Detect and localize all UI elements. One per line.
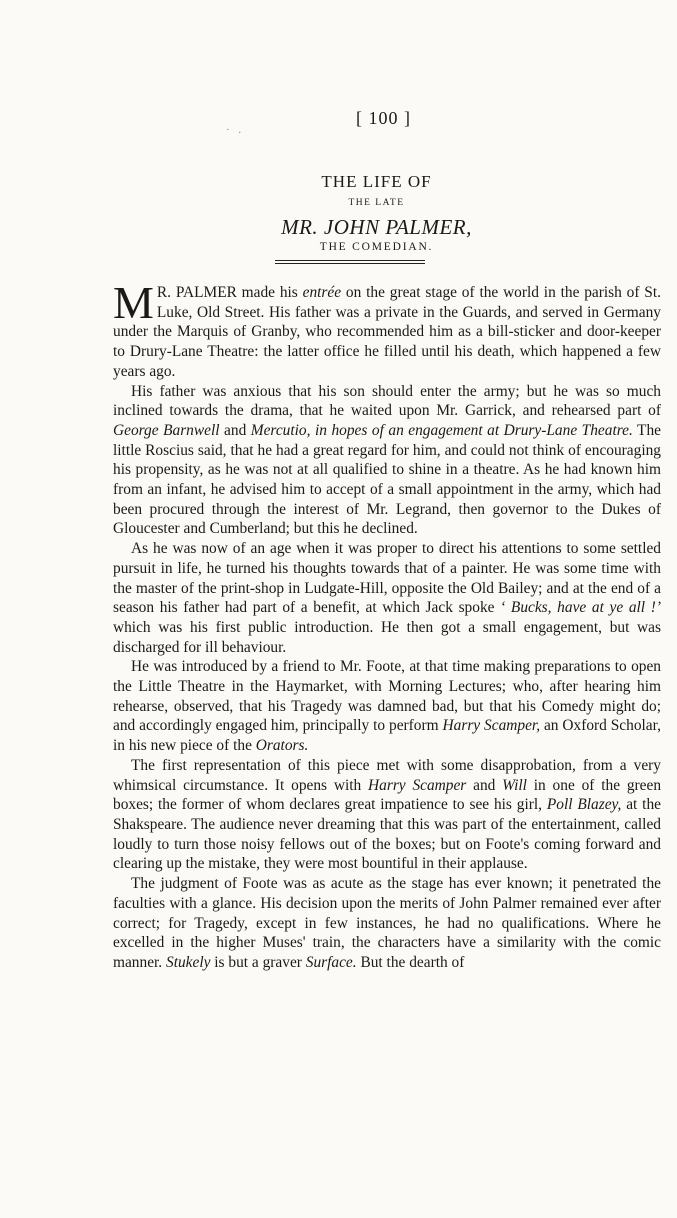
page-number: [ 100 ]: [356, 108, 411, 128]
title-name: MR. JOHN PALMER,: [281, 215, 472, 239]
title-role: THE COMEDIAN.: [319, 241, 434, 253]
paragraph-1: M R. PALMER made his entrée on the great stage of the world in the parish of St. Luke, Old Street. His father was a private in the Guards, and served in Germany under the Marquis of Granby, who recommended him as a bill-sticker and door-keeper to Drury-Lane Theatre: the latter office he filled until his death, which happened a few years ago.: [113, 277, 661, 380]
drop-cap: M: [113, 277, 154, 328]
title-rule-bottom: [275, 263, 425, 264]
title-line-2: THE LATE: [348, 198, 405, 208]
paragraph-4: He was introduced by a friend to Mr. Foote, at that time making preparations to open the Little Theatre in the Haymarket, with Morning Lectures; who, after hearing him rehearse, observed, that his Tragedy was damned bad, but that his Comedy might do; and accordingly engaged him, principally to perform Harry Scamper, an Oxford Scholar, in his new piece of the Orators.: [113, 658, 661, 755]
title-line-1: THE LIFE OF: [321, 172, 432, 191]
title-rule-top: [275, 260, 425, 261]
paragraph-3: As he was now of an age when it was proper to direct his attentions to some settled pursuit in life, he turned his thoughts towards that of a painter. He was some time with the master of the print-shop in Ludgate-Hill, opposite the Old Bailey; and at the end of a season his father had part of a benefit, at which Jack spoke ‘ Bucks, have at ye all !’ which was his first public introduction. He then got a small engagement, but was discharged for ill behaviour.: [113, 540, 661, 656]
margin-specks: · .: [226, 124, 245, 136]
article-body: [113, 277, 662, 973]
paragraph-2: His father was anxious that his son should enter the army; but he was so much inclined towards the drama, that he waited upon Mr. Garrick, and rehearsed part of George Barnwell and Mercutio, in hopes of an engagement at Drury-Lane Theatre. The little Roscius said, that he had a great regard for him, and could not think of encouraging his propensity, as he was not at all qualified to shine in a theatre. As he had known him from an infant, he advised him to accept of a small appointment in the army, which had been procured through the interest of Mr. Legrand, then governor to the Dukes of Gloucester and Cumberland; but this he declined.: [113, 382, 661, 538]
paragraph-5: The first representation of this piece met with some disapprobation, from a very whimsical circumstance. It opens with Harry Scamper and Will in one of the green boxes; the former of whom declares great impatience to see his girl, Poll Blazey, at the Shakspeare. The audience never dreaming that this was part of the entertainment, called loudly to turn those noisy fellows out of the boxes; but on Foote's coming forward and clearing up the mistake, they were most bountiful in their applause.: [113, 756, 662, 873]
paragraph-6: The judgment of Foote was as acute as the stage has ever known; it penetrated the faculties with a glance. His decision upon the merits of John Palmer remained ever after correct; for Tragedy, except in few instances, he had no qualifications. Where he excelled in the higher Muses' train, the characters have a similarity with the comic manner. Stukely is but a graver Surface. But the dearth of: [113, 875, 661, 971]
